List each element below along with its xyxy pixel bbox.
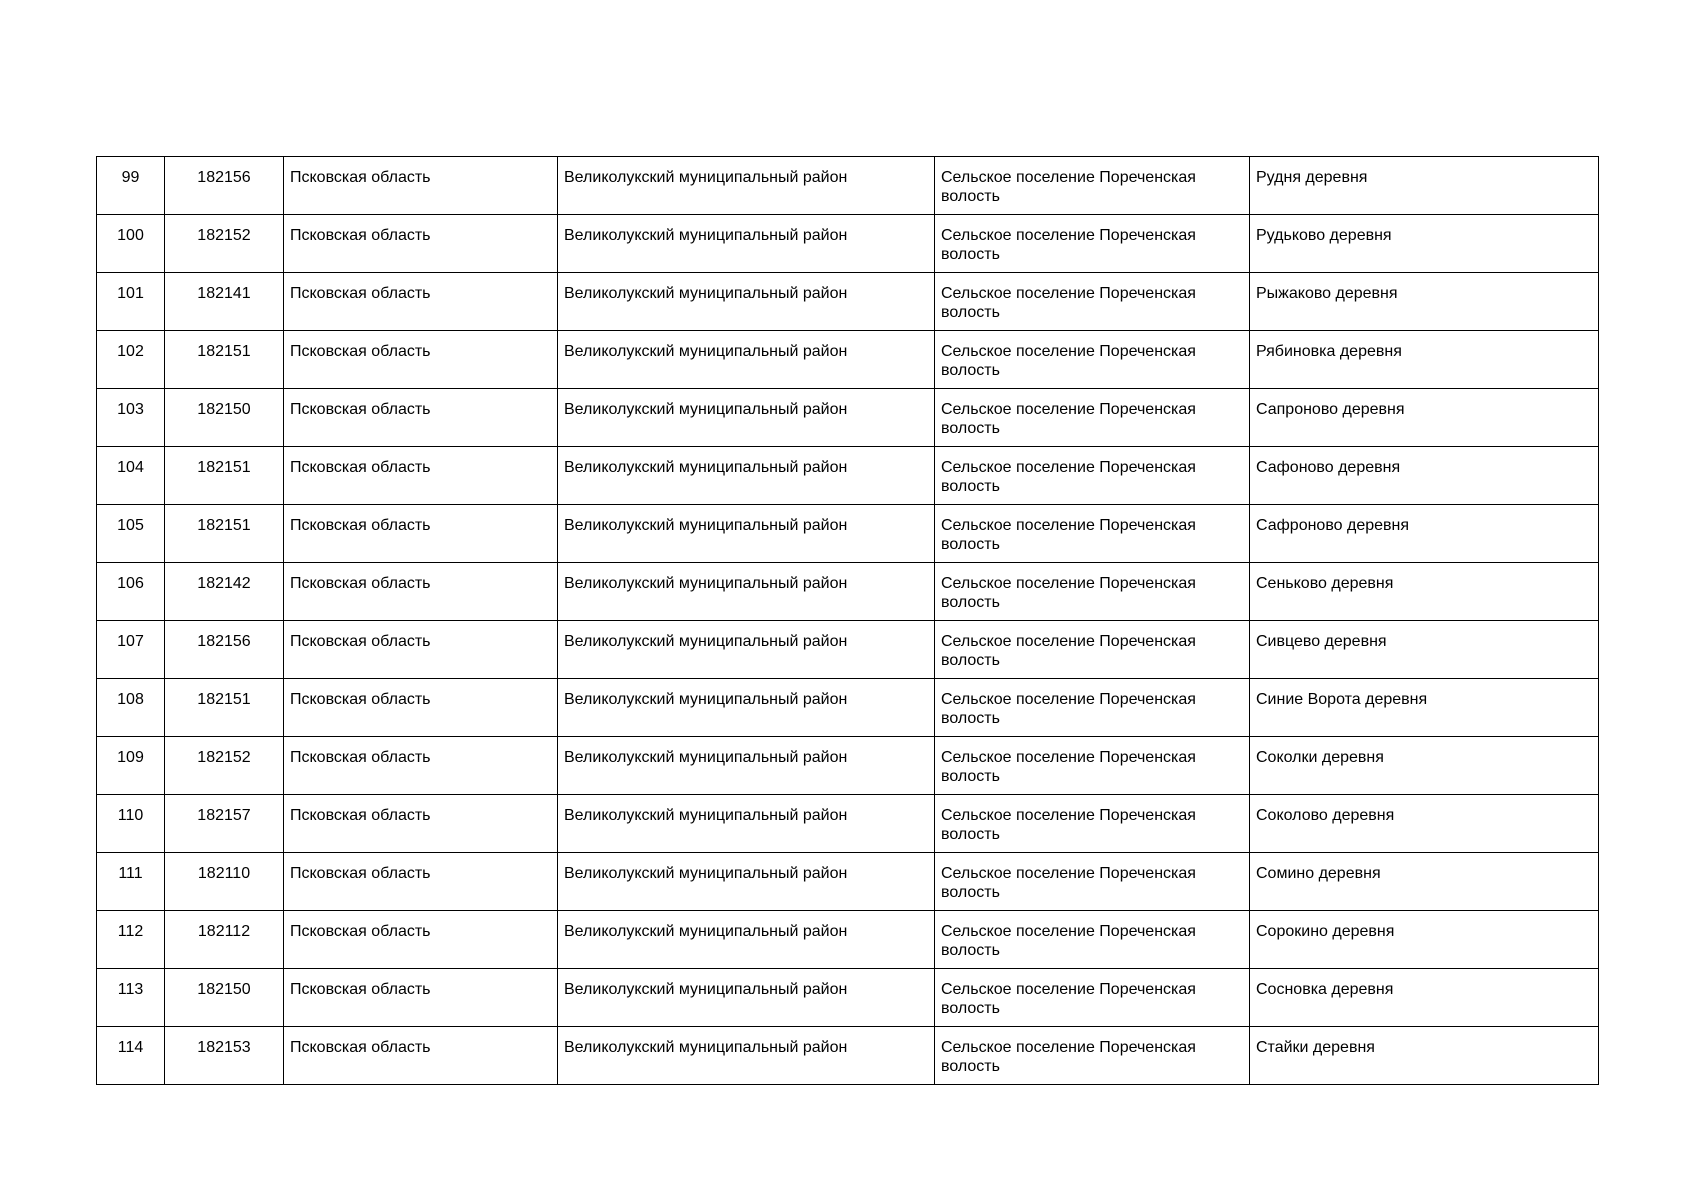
row-number-cell: 111 <box>97 853 165 911</box>
region-cell: Псковская область <box>284 331 558 389</box>
district-cell: Великолукский муниципальный район <box>558 389 935 447</box>
row-number-cell: 105 <box>97 505 165 563</box>
locality-cell: Соколово деревня <box>1250 795 1599 853</box>
locality-cell: Синие Ворота деревня <box>1250 679 1599 737</box>
row-number-cell: 99 <box>97 157 165 215</box>
district-cell: Великолукский муниципальный район <box>558 331 935 389</box>
district-cell: Великолукский муниципальный район <box>558 621 935 679</box>
district-cell: Великолукский муниципальный район <box>558 853 935 911</box>
table-row <box>97 389 1599 447</box>
region-cell: Псковская область <box>284 505 558 563</box>
row-number-cell: 103 <box>97 389 165 447</box>
postal-code-cell: 182152 <box>165 737 284 795</box>
postal-code-cell: 182151 <box>165 505 284 563</box>
postal-code-cell: 182157 <box>165 795 284 853</box>
table-row <box>97 273 1599 331</box>
table-row <box>97 737 1599 795</box>
district-cell: Великолукский муниципальный район <box>558 215 935 273</box>
postal-code-cell: 182110 <box>165 853 284 911</box>
district-cell: Великолукский муниципальный район <box>558 1027 935 1085</box>
settlement-cell: Сельское поселение Пореченская волость <box>935 795 1250 853</box>
postal-code-cell: 182112 <box>165 911 284 969</box>
table-row <box>97 621 1599 679</box>
district-cell: Великолукский муниципальный район <box>558 505 935 563</box>
settlement-cell: Сельское поселение Пореченская волость <box>935 911 1250 969</box>
row-number-cell: 100 <box>97 215 165 273</box>
table-row <box>97 505 1599 563</box>
settlement-cell: Сельское поселение Пореченская волость <box>935 563 1250 621</box>
district-cell: Великолукский муниципальный район <box>558 737 935 795</box>
locality-cell: Сафроново деревня <box>1250 505 1599 563</box>
region-cell: Псковская область <box>284 853 558 911</box>
district-cell: Великолукский муниципальный район <box>558 679 935 737</box>
row-number-cell: 114 <box>97 1027 165 1085</box>
table-row <box>97 853 1599 911</box>
region-cell: Псковская область <box>284 911 558 969</box>
settlement-cell: Сельское поселение Пореченская волость <box>935 389 1250 447</box>
region-cell: Псковская область <box>284 215 558 273</box>
region-cell: Псковская область <box>284 563 558 621</box>
district-cell: Великолукский муниципальный район <box>558 447 935 505</box>
settlement-cell: Сельское поселение Пореченская волость <box>935 215 1250 273</box>
region-cell: Псковская область <box>284 447 558 505</box>
settlement-cell: Сельское поселение Пореченская волость <box>935 331 1250 389</box>
table-row <box>97 563 1599 621</box>
locality-cell: Сивцево деревня <box>1250 621 1599 679</box>
district-cell: Великолукский муниципальный район <box>558 911 935 969</box>
region-cell: Псковская область <box>284 795 558 853</box>
postal-code-cell: 182156 <box>165 621 284 679</box>
district-cell: Великолукский муниципальный район <box>558 969 935 1027</box>
locality-cell: Стайки деревня <box>1250 1027 1599 1085</box>
postal-code-cell: 182151 <box>165 679 284 737</box>
postal-code-cell: 182151 <box>165 447 284 505</box>
postal-code-cell: 182150 <box>165 969 284 1027</box>
settlement-cell: Сельское поселение Пореченская волость <box>935 737 1250 795</box>
region-cell: Псковская область <box>284 273 558 331</box>
row-number-cell: 107 <box>97 621 165 679</box>
settlement-cell: Сельское поселение Пореченская волость <box>935 969 1250 1027</box>
row-number-cell: 109 <box>97 737 165 795</box>
region-cell: Псковская область <box>284 679 558 737</box>
locality-cell: Рябиновка деревня <box>1250 331 1599 389</box>
postal-code-cell: 182141 <box>165 273 284 331</box>
region-cell: Псковская область <box>284 737 558 795</box>
postal-code-cell: 182152 <box>165 215 284 273</box>
locality-cell: Сеньково деревня <box>1250 563 1599 621</box>
table-row <box>97 447 1599 505</box>
locality-cell: Рыжаково деревня <box>1250 273 1599 331</box>
table-row <box>97 795 1599 853</box>
settlement-cell: Сельское поселение Пореченская волость <box>935 447 1250 505</box>
settlement-cell: Сельское поселение Пореченская волость <box>935 621 1250 679</box>
table-row <box>97 215 1599 273</box>
district-cell: Великолукский муниципальный район <box>558 273 935 331</box>
table-row <box>97 911 1599 969</box>
district-cell: Великолукский муниципальный район <box>558 795 935 853</box>
district-cell: Великолукский муниципальный район <box>558 563 935 621</box>
table-row <box>97 679 1599 737</box>
settlement-cell: Сельское поселение Пореченская волость <box>935 679 1250 737</box>
postal-code-cell: 182151 <box>165 331 284 389</box>
locality-cell: Сосновка деревня <box>1250 969 1599 1027</box>
locality-cell: Сафоново деревня <box>1250 447 1599 505</box>
region-cell: Псковская область <box>284 1027 558 1085</box>
region-cell: Псковская область <box>284 969 558 1027</box>
row-number-cell: 102 <box>97 331 165 389</box>
settlement-cell: Сельское поселение Пореченская волость <box>935 1027 1250 1085</box>
row-number-cell: 104 <box>97 447 165 505</box>
row-number-cell: 101 <box>97 273 165 331</box>
locality-cell: Сорокино деревня <box>1250 911 1599 969</box>
table-row <box>97 969 1599 1027</box>
locality-cell: Соколки деревня <box>1250 737 1599 795</box>
row-number-cell: 113 <box>97 969 165 1027</box>
row-number-cell: 110 <box>97 795 165 853</box>
locality-cell: Рудня деревня <box>1250 157 1599 215</box>
settlements-table <box>96 156 1599 1085</box>
postal-code-cell: 182156 <box>165 157 284 215</box>
settlement-cell: Сельское поселение Пореченская волость <box>935 273 1250 331</box>
locality-cell: Сомино деревня <box>1250 853 1599 911</box>
table-row <box>97 1027 1599 1085</box>
postal-code-cell: 182153 <box>165 1027 284 1085</box>
district-cell: Великолукский муниципальный район <box>558 157 935 215</box>
region-cell: Псковская область <box>284 157 558 215</box>
row-number-cell: 112 <box>97 911 165 969</box>
row-number-cell: 106 <box>97 563 165 621</box>
locality-cell: Сапроново деревня <box>1250 389 1599 447</box>
postal-code-cell: 182150 <box>165 389 284 447</box>
table-body <box>97 157 1599 1085</box>
table-row <box>97 331 1599 389</box>
locality-cell: Рудьково деревня <box>1250 215 1599 273</box>
settlement-cell: Сельское поселение Пореченская волость <box>935 157 1250 215</box>
settlement-cell: Сельское поселение Пореченская волость <box>935 505 1250 563</box>
postal-code-cell: 182142 <box>165 563 284 621</box>
settlement-cell: Сельское поселение Пореченская волость <box>935 853 1250 911</box>
table-row <box>97 157 1599 215</box>
row-number-cell: 108 <box>97 679 165 737</box>
region-cell: Псковская область <box>284 389 558 447</box>
region-cell: Псковская область <box>284 621 558 679</box>
